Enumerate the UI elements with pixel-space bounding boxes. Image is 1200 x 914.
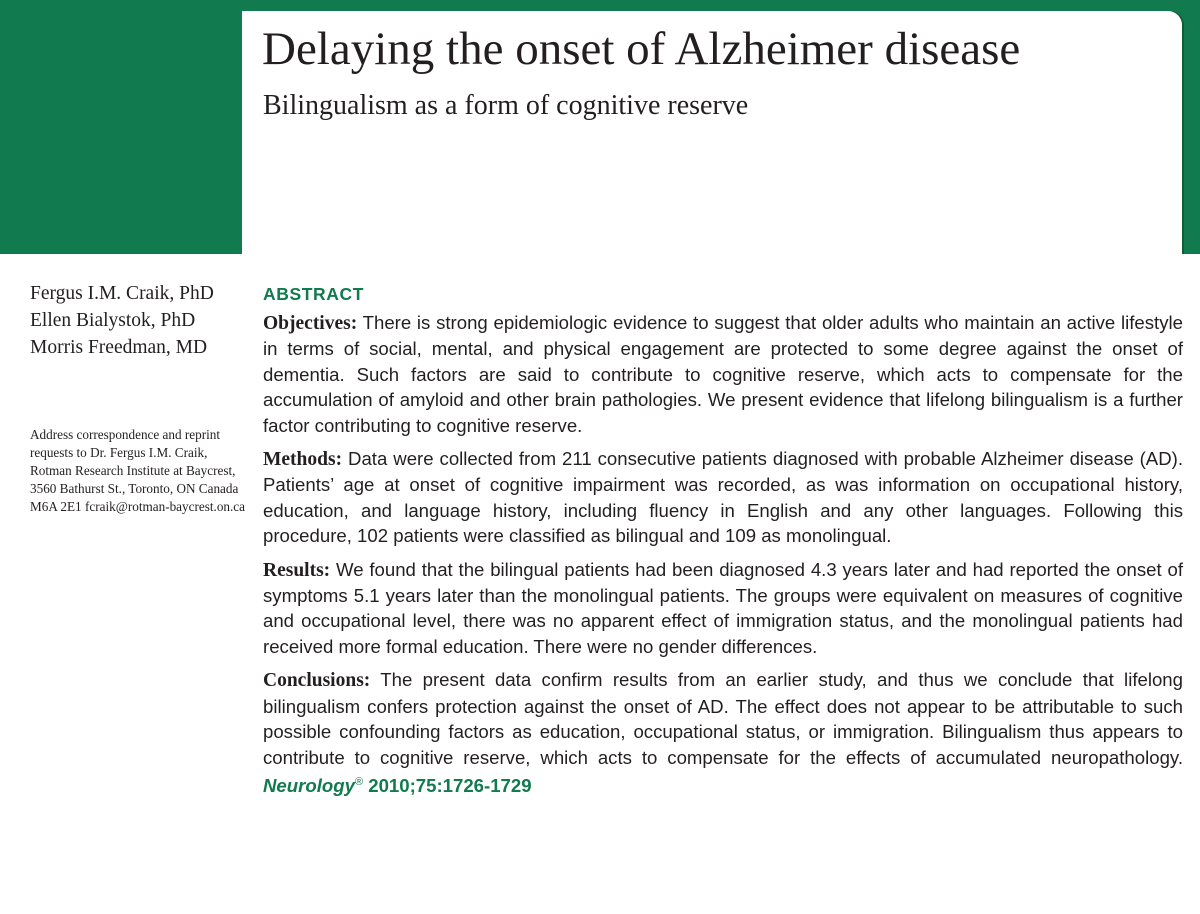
article-title: Delaying the onset of Alzheimer disease [262,23,1021,75]
citation-journal: Neurology [263,775,355,797]
methods-paragraph [263,446,1183,549]
citation-reference: 2010;75:1726-1729 [363,775,532,797]
results-label: Results: [263,559,331,581]
conclusions-text: The present data confirm results from an earlier study, and thus we conclude that lifelong bilingualism confers protection against the onset of AD. The effect does not appear to be attributable to such possible confounding factors as education, occupational status, or immigration. Bilingualism thus appears to contribute to cognitive reserve, which acts to compensate for the effects of accumulated neuropathology. [263,669,1183,768]
author-list [30,280,245,361]
methods-label: Methods: [263,449,343,471]
conclusions-label: Conclusions: [263,670,371,692]
results-paragraph [263,557,1183,660]
registered-mark: ® [354,775,364,788]
conclusions-paragraph [263,667,1183,798]
article-subtitle: Bilingualism as a form of cognitive reserve [263,90,749,121]
author-name: Morris Freedman, MD [30,337,208,358]
author-name: Fergus I.M. Craik, PhD [30,283,214,304]
author-name: Ellen Bialystok, PhD [30,310,196,331]
results-text: We found that the bilingual patients had been diagnosed 4.3 years later and had reported the onset of symptoms 5.1 years later than the monolingual patients. The groups were equivalent on measures of cognitive and occupational level, there was no apparent effect of immigration status, and the monolingual patients had received more formal education. There were no gender differences. [263,558,1183,657]
abstract-section [263,280,1183,807]
objectives-label: Objectives: [263,313,358,334]
correspondence-address: Address correspondence and reprint requests to Dr. Fergus I.M. Craik, Rotman Research Institute at Baycrest, 3560 Bathurst St., Toronto, ON Canada M6A 2E1 fcraik@rotman-baycrest.on.ca [30,427,246,514]
objectives-paragraph [263,310,1183,438]
objectives-text: There is strong epidemiologic evidence to suggest that older adults who maintain an active lifestyle in terms of social, mental, and physical engagement are protected to some degree against the onset of dementia. Such factors are said to contribute to cognitive reserve, which acts to compensate for the accumulation of amyloid and other brain pathologies. We present evidence that lifelong bilingualism is a further factor contributing to cognitive reserve. [263,312,1183,436]
methods-text: Data were collected from 211 consecutive patients diagnosed with probable Alzheimer disease (AD). Patients’ age at onset of cognitive impairment was recorded, as was information on occupational history, education, and language history, including fluency in English and any other languages. Following this procedure, 102 patients were classified as bilingual and 109 as monolingual. [263,448,1183,547]
abstract-heading: ABSTRACT [263,284,365,304]
